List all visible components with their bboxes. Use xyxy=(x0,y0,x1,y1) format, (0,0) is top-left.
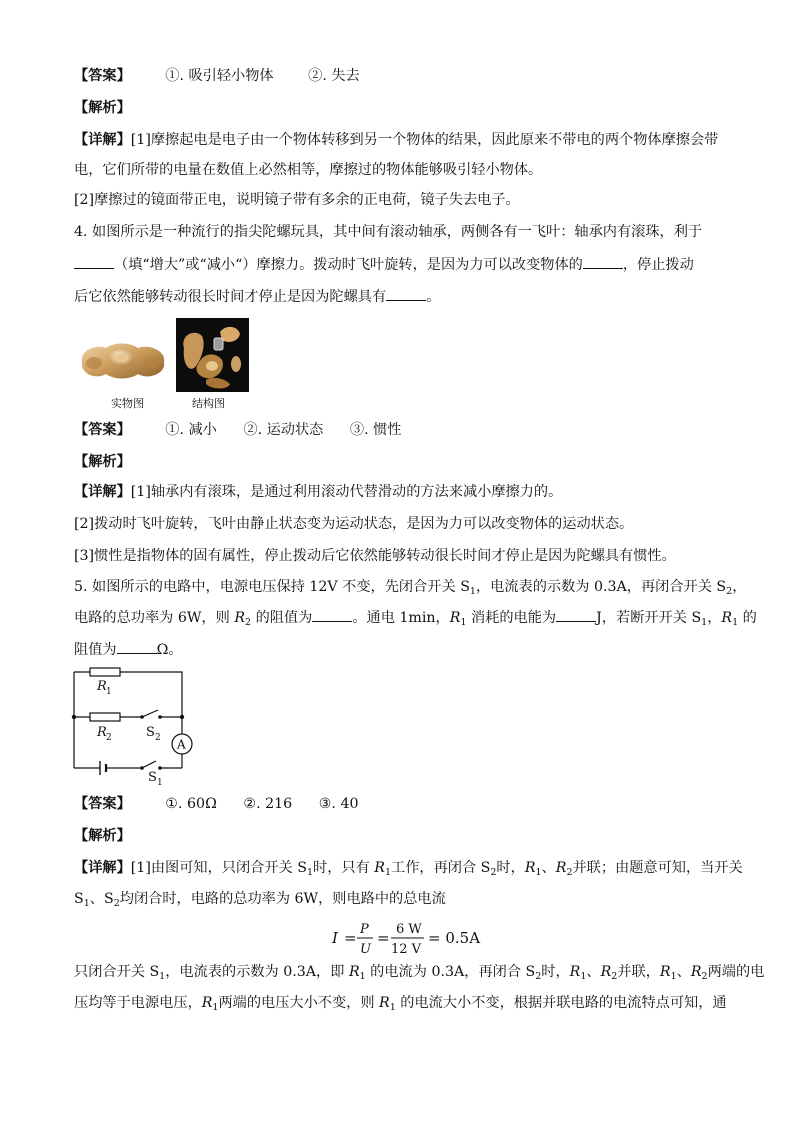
current-formula xyxy=(330,918,490,958)
q5-text: 的电流大小不变，根据并联电路的电流特点可知，通 xyxy=(395,995,727,1011)
q5-text: 5. 如图所示的电路中，电源电压保持 12V 不变，先闭合开关 S xyxy=(74,579,470,595)
q5-text: 两端的电压大小不变，则 xyxy=(218,995,380,1011)
q5-text: ， xyxy=(707,610,722,626)
q5-answer-line xyxy=(74,794,724,814)
answer-blank xyxy=(386,286,426,301)
q5-text: 的 xyxy=(738,610,757,626)
formula-lhs: I xyxy=(332,929,338,947)
subscript: 1 xyxy=(701,617,708,628)
formula-den: U xyxy=(360,942,371,957)
s1-label: S xyxy=(148,770,157,785)
answer-blank xyxy=(117,639,157,654)
r2-label: R xyxy=(97,725,107,740)
detail-tag: 【详解】 xyxy=(74,132,131,148)
answer-blank xyxy=(556,607,596,622)
subscript: 1 xyxy=(580,971,587,982)
subscript: 1 xyxy=(212,1002,219,1013)
q5-question-line3 xyxy=(74,639,724,660)
answer-3: ③. 惯性 xyxy=(349,422,402,438)
var-R: R xyxy=(600,964,612,980)
fidget-spinner-photo xyxy=(76,322,168,392)
q5-analysis-tag xyxy=(74,826,724,846)
q3-detail-line2: 电，它们所带的电量在数值上必然相等，摩擦过的物体能够吸引轻小物体。 xyxy=(74,162,543,178)
q4-text: 。 xyxy=(426,289,441,305)
q5-text: 时，只有 xyxy=(313,860,375,876)
analysis-tag: 【解析】 xyxy=(74,454,131,470)
q5-text: 只闭合开关 S xyxy=(74,964,160,980)
q5-text: 并联；由题意可知，当开关 xyxy=(572,860,743,876)
subscript: 2 xyxy=(701,971,708,982)
q5-text: 、 xyxy=(676,964,691,980)
answer-blank xyxy=(74,254,114,269)
subscript: 2 xyxy=(113,898,120,909)
q5-text: 时， xyxy=(496,860,525,876)
r1-label: R xyxy=(97,679,107,694)
var-R: R xyxy=(449,610,461,626)
formula-num2: 6 W xyxy=(396,922,422,937)
answer-blank xyxy=(583,254,623,269)
analysis-tag: 【解析】 xyxy=(74,828,131,844)
q5-text: Ω。 xyxy=(156,642,183,658)
subscript: 2 xyxy=(566,867,573,878)
answer-1: ①. 60Ω xyxy=(165,796,217,812)
s2-label: S xyxy=(146,725,155,740)
formula-eq: = xyxy=(344,929,357,947)
subscript: 1 xyxy=(83,898,90,909)
q4-answer-line xyxy=(74,420,724,440)
q5-text: 并联， xyxy=(617,964,660,980)
q4-text: ，停止拨动 xyxy=(622,257,694,273)
q5-text: 时， xyxy=(541,964,570,980)
q5-text: 阻值为 xyxy=(74,642,117,658)
subscript: 2 xyxy=(726,586,733,597)
q5-text: [1]由图可知，只闭合开关 S xyxy=(130,860,307,876)
detail-tag: 【详解】 xyxy=(74,484,131,500)
q5-text: 的阻值为 xyxy=(251,610,313,626)
q5-text: 、 xyxy=(586,964,601,980)
analysis-tag: 【解析】 xyxy=(74,100,131,116)
detail-text: [1]摩擦起电是电子由一个物体转移到另一个物体的结果，因此原来不带电的两个物体摩擦会带 xyxy=(130,132,719,148)
q5-question-line2 xyxy=(74,607,757,628)
subscript: 1 xyxy=(460,617,467,628)
answer-1: ①. 吸引轻小物体 xyxy=(165,68,274,84)
var-R: R xyxy=(659,964,671,980)
q5-text: ，电流表的示数为 0.3A，再闭合开关 S xyxy=(475,579,727,595)
subscript: 2 xyxy=(611,971,618,982)
answer-3: ③. 40 xyxy=(318,796,359,812)
q4-question-line3 xyxy=(74,286,724,307)
image-caption: 结构图 xyxy=(192,397,225,410)
q4-detail-line3: [3]惯性是指物体的固有属性，停止拨动后它依然能够转动很长时间才停止是因为陀螺具有惯性。 xyxy=(74,548,676,564)
r2-sub: 2 xyxy=(106,733,112,743)
var-R: R xyxy=(555,860,567,876)
answer-tag: 【答案】 xyxy=(74,68,131,84)
q5-text: 两端的电 xyxy=(707,964,765,980)
answer-2: ②. 运动状态 xyxy=(243,422,324,438)
q4-analysis-tag xyxy=(74,452,724,472)
q4-question-line2 xyxy=(74,254,724,275)
var-R: R xyxy=(234,610,246,626)
formula-num: P xyxy=(360,922,369,937)
circuit-diagram xyxy=(66,660,196,790)
q3-detail-line1 xyxy=(74,130,724,150)
answer-2: ②. 216 xyxy=(243,796,293,812)
q5-text: 工作，再闭合 S xyxy=(391,860,491,876)
q4-detail-line2: [2]拨动时飞叶旋转，飞叶由静止状态变为运动状态，是因为力可以改变物体的运动状态。 xyxy=(74,516,634,532)
var-R: R xyxy=(524,860,536,876)
q5-text: 压均等于电源电压， xyxy=(74,995,202,1011)
q5-text: J，若断开开关 S xyxy=(596,610,702,626)
var-R: R xyxy=(569,964,581,980)
q5-text: 均闭合时，电路的总功率为 6W，则电路中的总电流 xyxy=(119,891,446,907)
q5-text: 的电流为 0.3A，再闭合 S xyxy=(365,964,536,980)
q4-text: （填“增大”或“减小“）摩擦力。拨动时飞叶旋转，是因为力可以改变物体的 xyxy=(114,257,583,273)
q5-text: 消耗的电能为 xyxy=(466,610,557,626)
subscript: 1 xyxy=(469,586,476,597)
q5-detail-line3 xyxy=(74,962,765,982)
answer-tag: 【答案】 xyxy=(74,422,131,438)
var-R: R xyxy=(721,610,733,626)
subscript: 1 xyxy=(159,971,166,982)
q5-text: ，电流表的示数为 0.3A，即 xyxy=(165,964,349,980)
s2-sub: 2 xyxy=(155,733,161,743)
answer-2: ②. 失去 xyxy=(308,68,360,84)
ammeter-label: A xyxy=(177,737,186,752)
subscript: 1 xyxy=(389,1002,396,1013)
image-caption: 实物图 xyxy=(111,397,144,410)
q4-text: 后它依然能够转动很长时间才停止是因为陀螺具有 xyxy=(74,289,387,305)
detail-text: [1]轴承内有滚珠，是通过利用滚动代替滑动的方法来减小摩擦力的。 xyxy=(130,484,563,500)
q5-text: S xyxy=(74,891,84,907)
q5-text: 、 xyxy=(541,860,556,876)
q5-text: 电路的总功率为 6W，则 xyxy=(74,610,235,626)
formula-den2: 12 V xyxy=(391,942,422,957)
q3-analysis-tag xyxy=(74,98,724,118)
q3-answer-line xyxy=(74,66,724,86)
subscript: 1 xyxy=(306,867,314,878)
q5-detail-line1 xyxy=(74,858,743,878)
q4-detail-line1 xyxy=(74,482,724,502)
subscript: 1 xyxy=(670,971,677,982)
answer-tag: 【答案】 xyxy=(74,796,131,812)
q5-detail-line2 xyxy=(74,889,724,909)
r1-sub: 1 xyxy=(106,687,112,697)
q5-question-line1 xyxy=(74,577,747,597)
subscript: 1 xyxy=(384,867,392,878)
var-R: R xyxy=(201,995,213,1011)
q5-detail-line4 xyxy=(74,993,727,1013)
subscript: 1 xyxy=(359,971,366,982)
var-R: R xyxy=(374,860,385,876)
var-R: R xyxy=(690,964,702,980)
q5-text: 。通电 1min， xyxy=(352,610,450,626)
q4-question-line1: 4. 如图所示是一种流行的指尖陀螺玩具，其中间有滚动轴承，两侧各有一飞叶：轴承内有滚珠，利于 xyxy=(74,224,703,240)
formula-eq3: = 0.5A xyxy=(428,929,481,947)
subscript: 2 xyxy=(490,867,497,878)
var-R: R xyxy=(348,964,360,980)
q3-detail-line3: [2]摩擦过的镜面带正电，说明镜子带有多余的正电荷，镜子失去电子。 xyxy=(74,192,520,208)
subscript: 2 xyxy=(535,971,542,982)
subscript: 2 xyxy=(245,617,252,628)
q5-text: ， xyxy=(732,579,747,595)
detail-tag: 【详解】 xyxy=(74,860,131,876)
subscript: 1 xyxy=(535,867,542,878)
s1-sub: 1 xyxy=(157,778,163,788)
answer-blank xyxy=(312,607,352,622)
subscript: 1 xyxy=(732,617,739,628)
q5-text: 、S xyxy=(89,891,114,907)
answer-1: ①. 减小 xyxy=(165,422,217,438)
formula-eq2: = xyxy=(377,929,390,947)
var-R: R xyxy=(379,995,390,1011)
fidget-spinner-structure xyxy=(176,318,249,392)
